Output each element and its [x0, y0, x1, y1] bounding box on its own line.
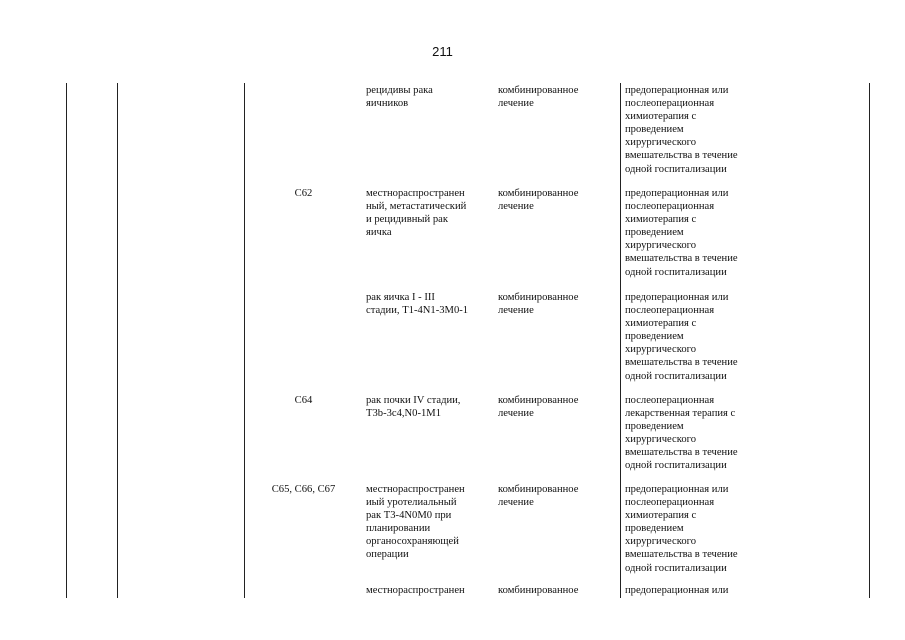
diagnosis: местнораспространен	[366, 585, 465, 596]
treatment-type: комбинированное лечение	[498, 292, 579, 317]
icd-code: C65, C66, C67	[271, 484, 336, 495]
treatment-method: предоперационная или послеоперационная химиотерапия с проведением хирургического вмешательства в течение одной госпитализации	[625, 292, 738, 382]
treatment-type: комбинированное лечение	[498, 484, 579, 509]
diagnosis: рецидивы рака яичников	[366, 85, 433, 110]
diagnosis: рак яичка I - III стадии, T1-4N1-3M0-1	[366, 292, 469, 317]
column-divider	[244, 83, 245, 598]
column-divider	[117, 83, 118, 598]
icd-code: C64	[294, 395, 313, 406]
column-divider	[66, 83, 67, 598]
diagnosis: местнораспространен ный, метастатический и рецидивный рак яичка	[366, 188, 467, 239]
treatment-method: предоперационная или	[625, 585, 729, 596]
treatment-method: предоперационная или послеоперационная химиотерапия с проведением хирургического вмешательства в течение одной госпитализации	[625, 188, 738, 278]
treatment-type: комбинированное	[498, 585, 579, 596]
page-number: 211	[432, 44, 453, 59]
diagnosis: местнораспространен иый уротелиальный рак T3-4N0M0 при планировании органосохраняющей операции	[366, 484, 465, 561]
treatment-type: комбинированное лечение	[498, 395, 579, 420]
treatment-method: предоперационная или послеоперационная химиотерапия с проведением хирургического вмешательства в течение одной госпитализации	[625, 85, 738, 175]
treatment-method: предоперационная или послеоперационная химиотерапия с проведением хирургического вмешательства в течение одной госпитализации	[625, 484, 738, 574]
column-divider	[869, 83, 870, 598]
column-divider	[620, 83, 621, 598]
treatment-type: комбинированное лечение	[498, 85, 579, 110]
treatment-method: послеоперационная лекарственная терапия с проведением хирургического вмешательства в течение одной госпитализации	[625, 395, 738, 472]
diagnosis: рак почки IV стадии, T3b-3c4,N0-1M1	[366, 395, 461, 420]
treatment-type: комбинированное лечение	[498, 188, 579, 213]
icd-code: C62	[294, 188, 313, 199]
